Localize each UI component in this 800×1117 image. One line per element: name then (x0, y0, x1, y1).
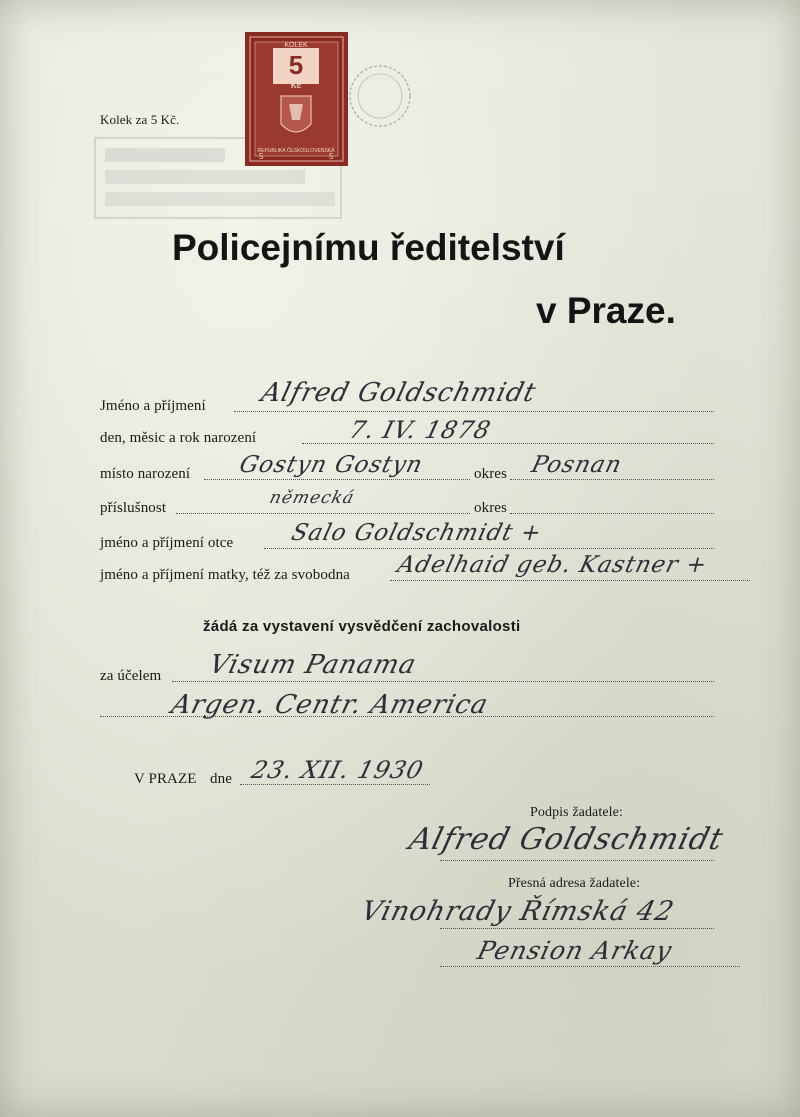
birthplace-district-value: Posnan (528, 452, 625, 478)
domicile-label: příslušnost (100, 500, 167, 516)
birthplace-district-label: okres (474, 466, 507, 482)
request-heading: žádá za vystavení vysvědčení zachovalosti (203, 618, 521, 635)
purpose-line2: Argen. Centr. America (168, 690, 492, 720)
mother-label: jméno a příjmení matky, též za svobodna (100, 567, 350, 583)
place-label: V PRAZE (134, 771, 197, 787)
document-title-line1: Policejnímu ředitelství (172, 227, 565, 268)
postmark-icon (340, 60, 430, 130)
stamp-top-text: KOLEK (284, 42, 308, 49)
birthplace-dotted-line (204, 479, 470, 480)
address-line1: Vinohrady Římská 42 (358, 896, 678, 927)
address-line2: Pension Arkay (474, 936, 676, 965)
birthplace-label: místo narození (100, 466, 191, 482)
name-value: Alfred Goldschmidt (258, 378, 540, 408)
revenue-stamp-label: Kolek za 5 Kč. (100, 112, 180, 127)
mother-value: Adelhaid geb. Kastner + (394, 552, 711, 578)
purpose-line1: Visum Panama (206, 650, 420, 680)
father-label: jméno a příjmení otce (100, 535, 234, 551)
signature-value: Alfred Goldschmidt (405, 822, 728, 857)
mother-dotted-line (390, 580, 750, 581)
birthdate-value: 7. IV. 1878 (346, 416, 494, 444)
address-dotted-line-2 (440, 966, 740, 967)
purpose-label: za účelem (100, 668, 162, 684)
signature-dotted-line (440, 860, 714, 861)
address-label: Přesná adresa žadatele: (508, 876, 641, 891)
date-dotted-line (240, 784, 430, 785)
stamp-side-text: REPUBLIKA ČESKOSLOVENSKÁ (257, 148, 335, 154)
birthplace-district-dotted-line (510, 479, 714, 480)
stamp-currency: Kč (290, 81, 302, 90)
father-value: Salo Goldschmidt + (288, 520, 545, 546)
stamp-corner-right: 5 (329, 152, 334, 161)
birthplace-value: Gostyn Gostyn (236, 452, 426, 478)
date-label: dne (210, 771, 232, 787)
name-label: Jméno a příjmení (100, 398, 206, 414)
name-dotted-line (234, 411, 714, 412)
father-dotted-line (264, 548, 714, 549)
signature-label: Podpis žadatele: (530, 805, 623, 820)
domicile-district-label: okres (474, 500, 507, 516)
domicile-value: německá (267, 488, 357, 508)
address-dotted-line-1 (440, 928, 714, 929)
revenue-stamp (245, 32, 348, 166)
domicile-dotted-line (176, 513, 470, 514)
purpose-dotted-line-1 (172, 681, 714, 682)
date-value: 23. XII. 1930 (248, 756, 427, 784)
domicile-district-dotted-line (510, 513, 714, 514)
birthdate-label: den, měsic a rok narození (100, 430, 257, 446)
document-title-line2: v Praze. (536, 290, 676, 331)
stamp-value: 5 (288, 50, 304, 80)
stamp-corner-left: 5 (259, 152, 264, 161)
